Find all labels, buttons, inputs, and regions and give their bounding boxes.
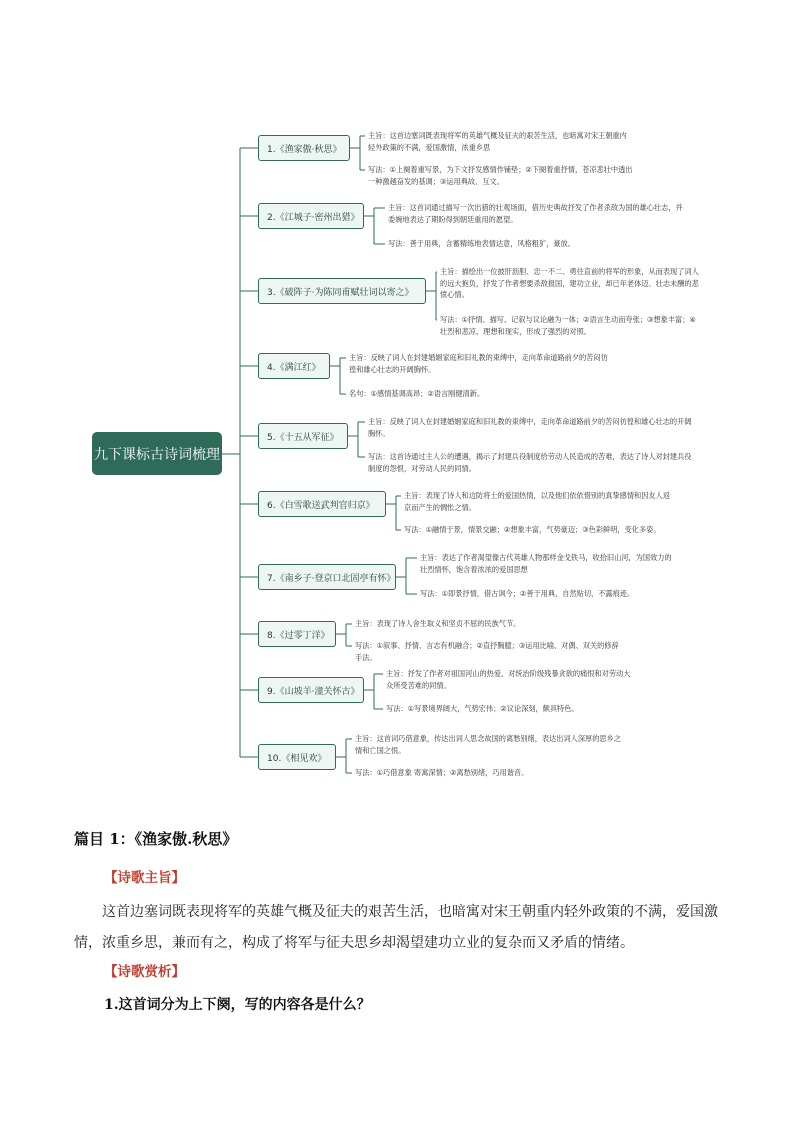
mindmap-node-6: 6.《白雪歌送武判官归京》 [258, 491, 386, 517]
mindmap-note: 写法：善于用典，含蓄精练地表情达意，风格粗犷，豪放。 [388, 239, 575, 248]
mindmap-note: 写法：①写景境界阔大，气势宏伟；②议论深刻，颇具特色。 [386, 704, 579, 713]
mindmap-note: 写法：①抒情、描写、记叙与议论融为一体；②语言生动而夸张；③想象丰富；④壮烈和悲凉、理想和现实，形成了强烈的对照。 [440, 315, 696, 336]
mindmap-note: 主旨：表现了诗人和边防将士的爱国热情，以及他们依依惜别的真挚感情和因友人返京而产生的惆怅之情。 [404, 491, 670, 512]
mindmap-node-9: 9.《山坡羊·潼关怀古》 [258, 677, 364, 703]
mindmap-node-5: 5.《十五从军征》 [258, 423, 348, 449]
mindmap-note: 主旨：表达了作者渴望像古代英雄人物那样金戈铁马，收拾旧山河，为国效力的壮烈情怀，饱含着浓浓的爱国思想 [420, 553, 672, 574]
mindmap-note: 写法：①上阕着重写景，为下文抒发感情作铺垫；②下阕着重抒情，苍凉悲壮中透出一种激越奋发的基调；③运用典故、互文。 [368, 165, 633, 186]
section-tag-theme: 【诗歌主旨】 [104, 870, 185, 886]
mindmap-note: 主旨：表现了诗人舍生取义和坚贞不屈的民族气节。 [355, 619, 521, 628]
article-heading: 篇目 1：《渔家傲.秋思》 [74, 830, 238, 848]
section-tag-appreciation: 【诗歌赏析】 [104, 964, 185, 980]
mindmap-note: 写法：①巧借意象 寄寓深情；②离愁别绪，巧用谐音。 [355, 768, 529, 777]
mindmap-note: 写法：①叙事、抒情、言志有机融合；②直抒胸臆；③运用比喻、对偶、双关的修辞手法。 [355, 641, 619, 662]
mindmap-note: 主旨：这首边塞词既表现将军的英雄气概及征夫的艰苦生活，也暗寓对宋王朝重内轻外政策的不满，爱国激情，浓重乡思 [368, 131, 627, 152]
mindmap-note: 主旨：抒发了作者对祖国河山的热爱，对统治阶级残暴贪欲的痛恨和对劳动大众所受苦难的同情。 [386, 669, 631, 690]
mindmap-node-10: 10.《相见欢》 [258, 744, 336, 770]
mindmap-node-4: 4.《满江红》 [258, 353, 330, 379]
mindmap-node-7: 7.《南乡子·登京口北固亭有怀》 [258, 564, 396, 590]
mindmap-note: 主旨：反映了词人在封建婚姻家庭和旧礼教的束缚中，走向革命道路前夕的苦闷彷徨和雄心壮志的开阔胸怀。 [349, 353, 608, 374]
mindmap-node-1: 1.《渔家傲·秋思》 [258, 135, 350, 161]
mindmap-note: 写法：①融情于景，情景交融；②想象丰富，气势豪迈；③色彩鲜明，变化多姿。 [404, 525, 661, 534]
mindmap-note: 主旨：描绘出一位披肝沥胆、忠一不二、勇往直前的将军的形象，从而表现了词人的远大抱负，抒发了作者想要杀敌报国，建功立业，却已年老体迈、壮志未酬的悲愤心情。 [440, 267, 699, 299]
mindmap-note: 名句：①感情基调高昂；②语言刚健清新。 [349, 389, 485, 398]
mindmap-note: 写法：①即景抒情，借古讽今；②善于用典，自然贴切，不露痕迹。 [420, 589, 635, 598]
mindmap-root: 九下课标古诗词梳理 [92, 432, 222, 475]
mindmap-note: 写法：这首诗通过主人公的遭遇，揭示了封建兵役制度给劳动人民造成的苦难，表达了诗人对封建兵役制度的怨恨，对劳动人民的同情。 [368, 452, 692, 473]
mindmap-node-2: 2.《江城子·密州出猎》 [258, 203, 364, 229]
theme-paragraph: 这首边塞词既表现将军的英雄气概及征夫的艰苦生活，也暗寓对宋王朝重内轻外政策的不满，爱国激情，浓重乡思，兼而有之，构成了将军与征夫思乡却渴望建功立业的复杂而又矛盾的情绪。 [74, 904, 718, 951]
mindmap-node-3: 3.《破阵子·为陈同甫赋壮词以寄之》 [258, 278, 426, 304]
question-1: 1.这首词分为上下阕，写的内容各是什么？ [104, 997, 371, 1013]
mindmap-note: 主旨：这首词通过描写一次出猎的壮观场面，借历史典故抒发了作者杀敌为国的雄心壮志，并委婉地表达了期盼得到朝廷重用的愿望。 [388, 203, 683, 224]
mindmap-node-8: 8.《过零丁洋》 [258, 621, 336, 647]
mindmap-note: 主旨：反映了词人在封建婚姻家庭和旧礼教的束缚中，走向革命道路前夕的苦闷彷徨和雄心壮志的开阔胸怀。 [368, 417, 692, 438]
mindmap-note: 主旨：这首词巧借意象，传达出词人思念故国的离愁别绪，表达出词人深厚的思乡之情和亡国之恨。 [355, 734, 621, 755]
